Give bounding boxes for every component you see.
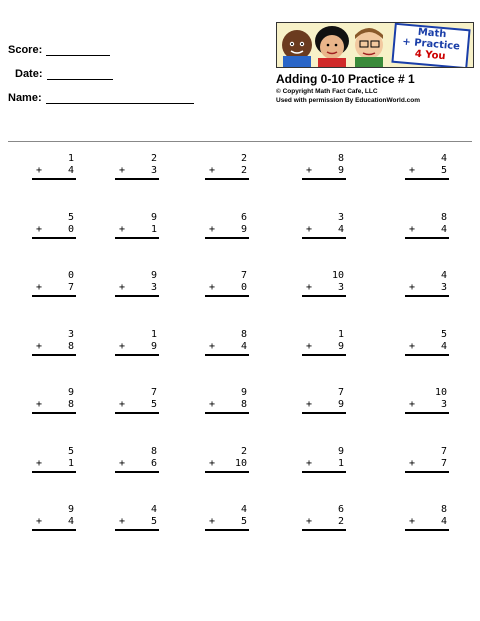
problem-row xyxy=(0,153,480,193)
cartoon-kids-illustration xyxy=(277,23,397,67)
addition-problem xyxy=(302,504,346,531)
addend-bottom-row xyxy=(302,516,346,531)
addend-bottom: 5 xyxy=(440,165,447,176)
problem-row xyxy=(0,212,480,252)
plus-sign: + xyxy=(306,223,313,235)
addend-top: 7 xyxy=(440,445,447,457)
addend-bottom-row xyxy=(115,224,159,239)
addend-top: 6 xyxy=(240,211,247,223)
addend-top: 5 xyxy=(440,328,447,340)
problem-row xyxy=(0,387,480,427)
addend-bottom: 2 xyxy=(337,516,344,527)
plus-sign: + xyxy=(36,340,43,352)
addend-bottom: 3 xyxy=(337,282,344,293)
addition-problem xyxy=(32,387,76,414)
addend-bottom: 0 xyxy=(240,282,247,293)
addition-problem xyxy=(115,446,159,473)
addend-bottom: 5 xyxy=(150,516,157,527)
addend-bottom-row xyxy=(32,516,76,531)
addition-problem xyxy=(405,387,449,414)
addend-bottom: 4 xyxy=(337,223,344,235)
addend-bottom-row xyxy=(405,224,449,239)
plus-sign: + xyxy=(36,165,43,176)
addition-problem xyxy=(405,329,449,356)
addend-bottom: 10 xyxy=(234,457,247,469)
addend-top: 8 xyxy=(440,504,447,515)
addition-problem xyxy=(205,387,249,414)
addend-bottom: 9 xyxy=(337,399,344,410)
addition-problem xyxy=(32,212,76,239)
addend-bottom: 3 xyxy=(150,282,157,293)
addition-problem xyxy=(32,446,76,473)
addend-top: 4 xyxy=(150,504,157,515)
addend-bottom-row xyxy=(115,282,159,297)
addend-top: 3 xyxy=(67,328,74,340)
addend-bottom: 8 xyxy=(67,340,74,352)
addend-top: 7 xyxy=(337,387,344,398)
addend-bottom-row xyxy=(32,458,76,473)
addend-top: 6 xyxy=(337,504,344,515)
addition-problem xyxy=(32,329,76,356)
addend-bottom-row xyxy=(205,224,249,239)
plus-sign: + xyxy=(306,516,313,527)
addend-top: 8 xyxy=(240,328,247,340)
addend-bottom-row xyxy=(302,165,346,180)
plus-sign: + xyxy=(209,223,216,235)
addition-problem xyxy=(115,329,159,356)
plus-sign: + xyxy=(409,165,416,176)
addition-problem xyxy=(205,446,249,473)
badge-line-2: + Practice xyxy=(401,36,461,53)
addition-problem xyxy=(405,212,449,239)
addend-bottom-row xyxy=(405,458,449,473)
addend-bottom-row xyxy=(205,282,249,297)
addition-problem xyxy=(115,270,159,297)
addition-problem xyxy=(302,329,346,356)
addition-problem xyxy=(302,446,346,473)
plus-sign: + xyxy=(119,282,126,293)
addend-bottom-row xyxy=(302,341,346,356)
addend-bottom: 8 xyxy=(240,399,247,410)
date-field[interactable] xyxy=(15,68,113,80)
addend-bottom: 4 xyxy=(240,340,247,352)
addend-bottom: 2 xyxy=(240,165,247,176)
addend-top: 5 xyxy=(67,445,74,457)
addend-top: 9 xyxy=(150,211,157,223)
addition-problem xyxy=(205,153,249,180)
addition-problem xyxy=(32,153,76,180)
addend-bottom-row xyxy=(205,341,249,356)
plus-sign: + xyxy=(209,457,216,469)
addend-top: 1 xyxy=(337,328,344,340)
addend-top: 4 xyxy=(440,153,447,164)
plus-sign: + xyxy=(119,516,126,527)
problem-row xyxy=(0,446,480,486)
addition-problem xyxy=(205,329,249,356)
addition-problem xyxy=(205,270,249,297)
addend-bottom-row xyxy=(205,165,249,180)
name-label: Name: xyxy=(8,92,42,104)
score-label: Score: xyxy=(8,44,43,56)
addition-problem xyxy=(302,387,346,414)
addition-problem xyxy=(205,504,249,531)
plus-sign: + xyxy=(306,282,313,293)
addend-bottom: 6 xyxy=(150,457,157,469)
addend-bottom-row xyxy=(32,224,76,239)
addition-problem xyxy=(302,153,346,180)
score-blank-line[interactable] xyxy=(46,45,110,56)
plus-sign: + xyxy=(306,165,313,176)
addend-bottom: 5 xyxy=(150,399,157,410)
worksheet-title: Adding 0-10 Practice # 1 xyxy=(276,72,415,86)
plus-sign: + xyxy=(36,399,43,410)
addend-top: 3 xyxy=(337,211,344,223)
addend-bottom-row xyxy=(32,165,76,180)
addend-top: 9 xyxy=(240,387,247,398)
problem-row xyxy=(0,329,480,369)
addend-top: 8 xyxy=(150,445,157,457)
addend-bottom-row xyxy=(405,165,449,180)
addend-bottom: 9 xyxy=(150,340,157,352)
badge-line-1: Math xyxy=(417,26,447,41)
addition-problem xyxy=(115,212,159,239)
addend-bottom: 4 xyxy=(440,340,447,352)
plus-sign: + xyxy=(209,399,216,410)
addend-bottom: 9 xyxy=(337,340,344,352)
addend-bottom: 1 xyxy=(337,457,344,469)
plus-sign: + xyxy=(409,282,416,293)
addend-top: 9 xyxy=(150,270,157,281)
addend-bottom-row xyxy=(32,341,76,356)
addend-bottom: 4 xyxy=(440,223,447,235)
addition-problem xyxy=(405,446,449,473)
date-blank-line[interactable] xyxy=(47,69,113,80)
addend-top: 7 xyxy=(150,387,157,398)
addend-top: 9 xyxy=(337,445,344,457)
addend-bottom-row xyxy=(115,165,159,180)
addend-bottom-row xyxy=(302,458,346,473)
addend-bottom: 0 xyxy=(67,223,74,235)
addend-top: 4 xyxy=(240,504,247,515)
plus-sign: + xyxy=(36,223,43,235)
plus-sign: + xyxy=(119,340,126,352)
addend-bottom-row xyxy=(405,516,449,531)
math-practice-logo-banner xyxy=(276,22,474,68)
addend-bottom-row xyxy=(302,399,346,414)
copyright-notice: © Copyright Math Fact Cafe, LLC xyxy=(276,88,378,95)
addend-bottom-row xyxy=(205,458,249,473)
addition-problem xyxy=(115,387,159,414)
addend-bottom: 4 xyxy=(67,516,74,527)
permission-notice: Used with permission By EducationWorld.com xyxy=(276,97,420,104)
plus-sign: + xyxy=(209,282,216,293)
addend-bottom-row xyxy=(405,341,449,356)
addend-bottom: 8 xyxy=(67,399,74,410)
math-practice-badge xyxy=(391,23,470,68)
addend-bottom: 4 xyxy=(440,516,447,527)
addend-bottom-row xyxy=(405,399,449,414)
addend-top: 2 xyxy=(240,153,247,164)
addend-bottom: 5 xyxy=(240,516,247,527)
addend-bottom: 7 xyxy=(440,457,447,469)
addend-top: 10 xyxy=(434,387,447,398)
addition-problem xyxy=(302,212,346,239)
addend-top: 2 xyxy=(150,153,157,164)
addition-problem xyxy=(32,504,76,531)
addend-top: 2 xyxy=(240,445,247,457)
addend-top: 9 xyxy=(67,387,74,398)
plus-sign: + xyxy=(119,223,126,235)
addition-problem xyxy=(405,153,449,180)
addition-problem xyxy=(32,270,76,297)
plus-sign: + xyxy=(306,399,313,410)
addition-problem xyxy=(205,212,249,239)
plus-sign: + xyxy=(36,282,43,293)
addend-bottom: 1 xyxy=(67,457,74,469)
addend-bottom-row xyxy=(205,399,249,414)
plus-sign: + xyxy=(409,399,416,410)
badge-line-3: 4 You xyxy=(414,48,446,63)
plus-sign: + xyxy=(306,340,313,352)
plus-sign: + xyxy=(306,457,313,469)
score-field[interactable] xyxy=(8,44,110,56)
addend-bottom-row xyxy=(115,341,159,356)
plus-sign: + xyxy=(119,165,126,176)
plus-sign: + xyxy=(409,516,416,527)
addend-bottom-row xyxy=(302,282,346,297)
problem-row xyxy=(0,270,480,310)
addend-bottom-row xyxy=(205,516,249,531)
addend-top: 7 xyxy=(240,270,247,281)
addition-problem xyxy=(405,270,449,297)
name-blank-line[interactable] xyxy=(46,93,194,104)
addend-top: 9 xyxy=(67,504,74,515)
addend-top: 1 xyxy=(150,328,157,340)
addend-bottom: 1 xyxy=(150,223,157,235)
addend-bottom-row xyxy=(32,282,76,297)
addend-bottom: 3 xyxy=(440,282,447,293)
plus-sign: + xyxy=(119,399,126,410)
addend-bottom: 7 xyxy=(67,282,74,293)
addend-top: 8 xyxy=(337,153,344,164)
plus-sign: + xyxy=(36,457,43,469)
addend-bottom: 3 xyxy=(440,399,447,410)
addend-bottom: 9 xyxy=(240,223,247,235)
plus-sign: + xyxy=(119,457,126,469)
plus-sign: + xyxy=(209,340,216,352)
addition-problem xyxy=(405,504,449,531)
addend-bottom-row xyxy=(115,399,159,414)
addend-top: 1 xyxy=(67,153,74,164)
name-field[interactable] xyxy=(8,92,194,104)
problem-row xyxy=(0,504,480,544)
plus-sign: + xyxy=(209,516,216,527)
addend-bottom: 9 xyxy=(337,165,344,176)
addend-top: 8 xyxy=(440,211,447,223)
addition-problem xyxy=(302,270,346,297)
addend-bottom-row xyxy=(405,282,449,297)
plus-sign: + xyxy=(209,165,216,176)
addend-bottom-row xyxy=(115,516,159,531)
addend-top: 10 xyxy=(331,270,344,281)
addend-bottom-row xyxy=(115,458,159,473)
plus-sign: + xyxy=(409,340,416,352)
addend-bottom-row xyxy=(32,399,76,414)
plus-sign: + xyxy=(36,516,43,527)
addend-top: 0 xyxy=(67,270,74,281)
date-label: Date: xyxy=(15,68,43,80)
addition-problem xyxy=(115,504,159,531)
plus-sign: + xyxy=(409,457,416,469)
addend-bottom: 4 xyxy=(67,165,74,176)
plus-sign: + xyxy=(409,223,416,235)
addend-top: 4 xyxy=(440,270,447,281)
addend-bottom: 3 xyxy=(150,165,157,176)
addend-bottom-row xyxy=(302,224,346,239)
header-divider xyxy=(8,141,472,142)
addition-problem xyxy=(115,153,159,180)
addend-top: 5 xyxy=(67,211,74,223)
